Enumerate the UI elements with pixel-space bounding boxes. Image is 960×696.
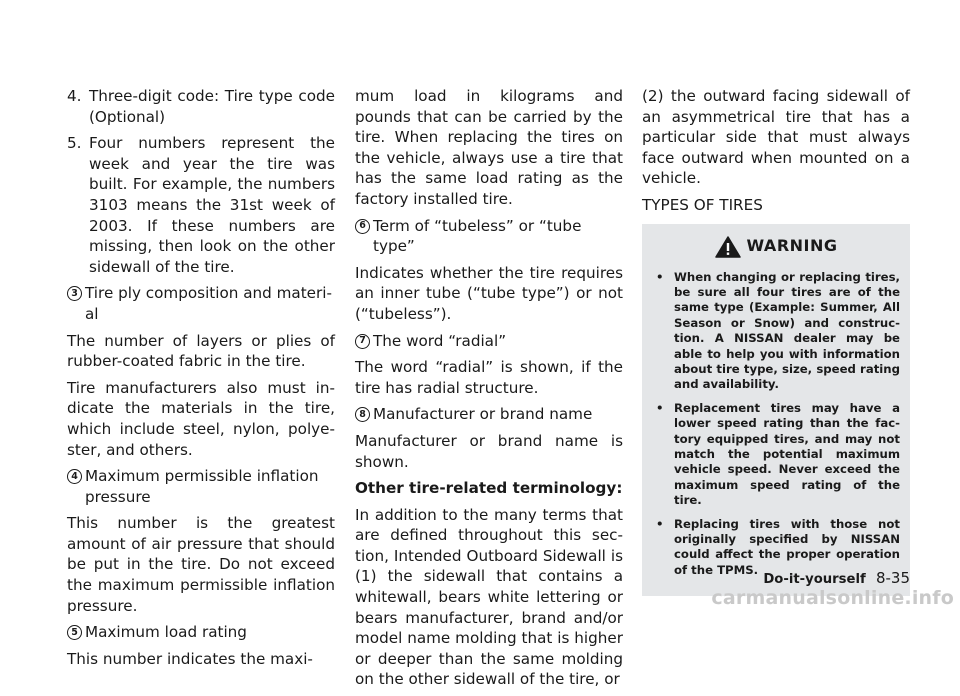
page-number: 8-35: [875, 569, 910, 587]
circled-number-icon: 3: [67, 286, 82, 301]
circled-number-icon: 5: [67, 625, 82, 640]
subheading-5: [67, 622, 335, 643]
circled-number-icon: 4: [67, 469, 82, 484]
warning-text: Replacing tires with those not originally specified by NISSAN could affect the proper operation of the TPMS.: [674, 516, 900, 577]
item-number: 5.: [67, 134, 82, 153]
circled-number-icon: 6: [355, 219, 370, 234]
bullet: •: [656, 516, 664, 531]
subheading-3: [67, 283, 335, 324]
paragraph: This number indicates the maxi-: [67, 649, 313, 668]
bullet: •: [656, 269, 664, 284]
paragraph: Indicates whether the tire requires an inner tube (“tube type”) or not (“tubeless”).: [355, 263, 623, 323]
subheading-6: [355, 216, 623, 257]
subheading-7: [355, 331, 623, 352]
subheading-label: Maximum permissible inflation pressure: [85, 467, 319, 506]
list-item-5: [67, 133, 335, 277]
column-2: [355, 86, 623, 696]
paragraph: Tire manufacturers also must in- dicate the materials in the tire, which include steel, nylon, polye- ster, and others.: [67, 378, 335, 459]
item-number: 4.: [67, 87, 82, 105]
paragraph: In addition to the many terms that are defined throughout this sec- tion, Intended Outboard Sidewall is (1) the sidewall that contains a whitewall, bears white lettering or bears manufacturer, brand and/or model name molding that is higher or deeper than the same molding on the other sidewall of the tire, or: [355, 505, 623, 689]
paragraph: The word “radial” is shown, if the tire has radial structure.: [355, 358, 623, 397]
page-footer: [660, 569, 910, 587]
subheading-4: [67, 466, 335, 507]
column-1: [67, 86, 335, 675]
circled-number-icon: 7: [355, 334, 370, 349]
watermark: carmanualsonline.info: [711, 587, 954, 609]
item-text: Four numbers represent the week and year the tire was built. For example, the numbers 3103 means the 31st week of 2003. If these numbers are missing, then look on the other sidewall of the tire.: [89, 134, 335, 276]
warning-text: When changing or replacing tires, be sure all four tires are of the same type (Example: Summer, All Season or Snow) and construc- tion. A NISSAN dealer may be able to help you with information about tire type, size, speed rating and availability.: [674, 269, 900, 392]
paragraph: The number of layers or plies of rubber-coated fabric in the tire.: [67, 331, 335, 371]
subheading-label: The word “radial”: [373, 331, 507, 350]
footer-section: Do-it-yourself: [763, 572, 866, 587]
warning-title: WARNING: [746, 236, 838, 256]
warning-header: [652, 236, 900, 258]
warning-item: [652, 270, 900, 393]
warning-text: Replacement tires may have a lower speed rating than the fac- tory equipped tires, and may not match the potential maximum vehicle speed. Never exceed the maximum speed rating of the tire.: [674, 400, 900, 508]
subheading-label: Term of “tubeless” or “tube type”: [373, 216, 582, 256]
list-item-4: [67, 86, 335, 127]
paragraph: mum load in kilograms and pounds that can be carried by the tire. When replacing the tires on the vehicle, always use a tire that has the same load rating as the factory installed tire.: [355, 87, 623, 208]
subheading-label: Maximum load rating: [85, 623, 247, 642]
item-text: Three-digit code: Tire type code (Optional): [89, 87, 335, 126]
bullet: •: [656, 400, 664, 415]
subheading-8: [355, 404, 623, 425]
section-title: TYPES OF TIRES: [642, 195, 763, 214]
paragraph: This number is the greatest amount of air pressure that should be put in the tire. Do not exceed the maximum permissible inflation pressure.: [67, 514, 335, 615]
warning-triangle-icon: [715, 236, 741, 258]
column-3: [642, 86, 910, 596]
section-heading: Other tire-related terminology:: [355, 479, 623, 498]
subheading-label: Manufacturer or brand name: [373, 405, 593, 424]
warning-box: [642, 224, 910, 597]
subheading-label: Tire ply composition and materi- al: [85, 284, 332, 323]
warning-item: [652, 401, 900, 509]
circled-number-icon: 8: [355, 407, 370, 422]
paragraph: (2) the outward facing sidewall of an asymmetrical tire that has a particular side that must always face outward when mounted on a vehicle.: [642, 87, 910, 188]
paragraph: Manufacturer or brand name is shown.: [355, 431, 623, 471]
